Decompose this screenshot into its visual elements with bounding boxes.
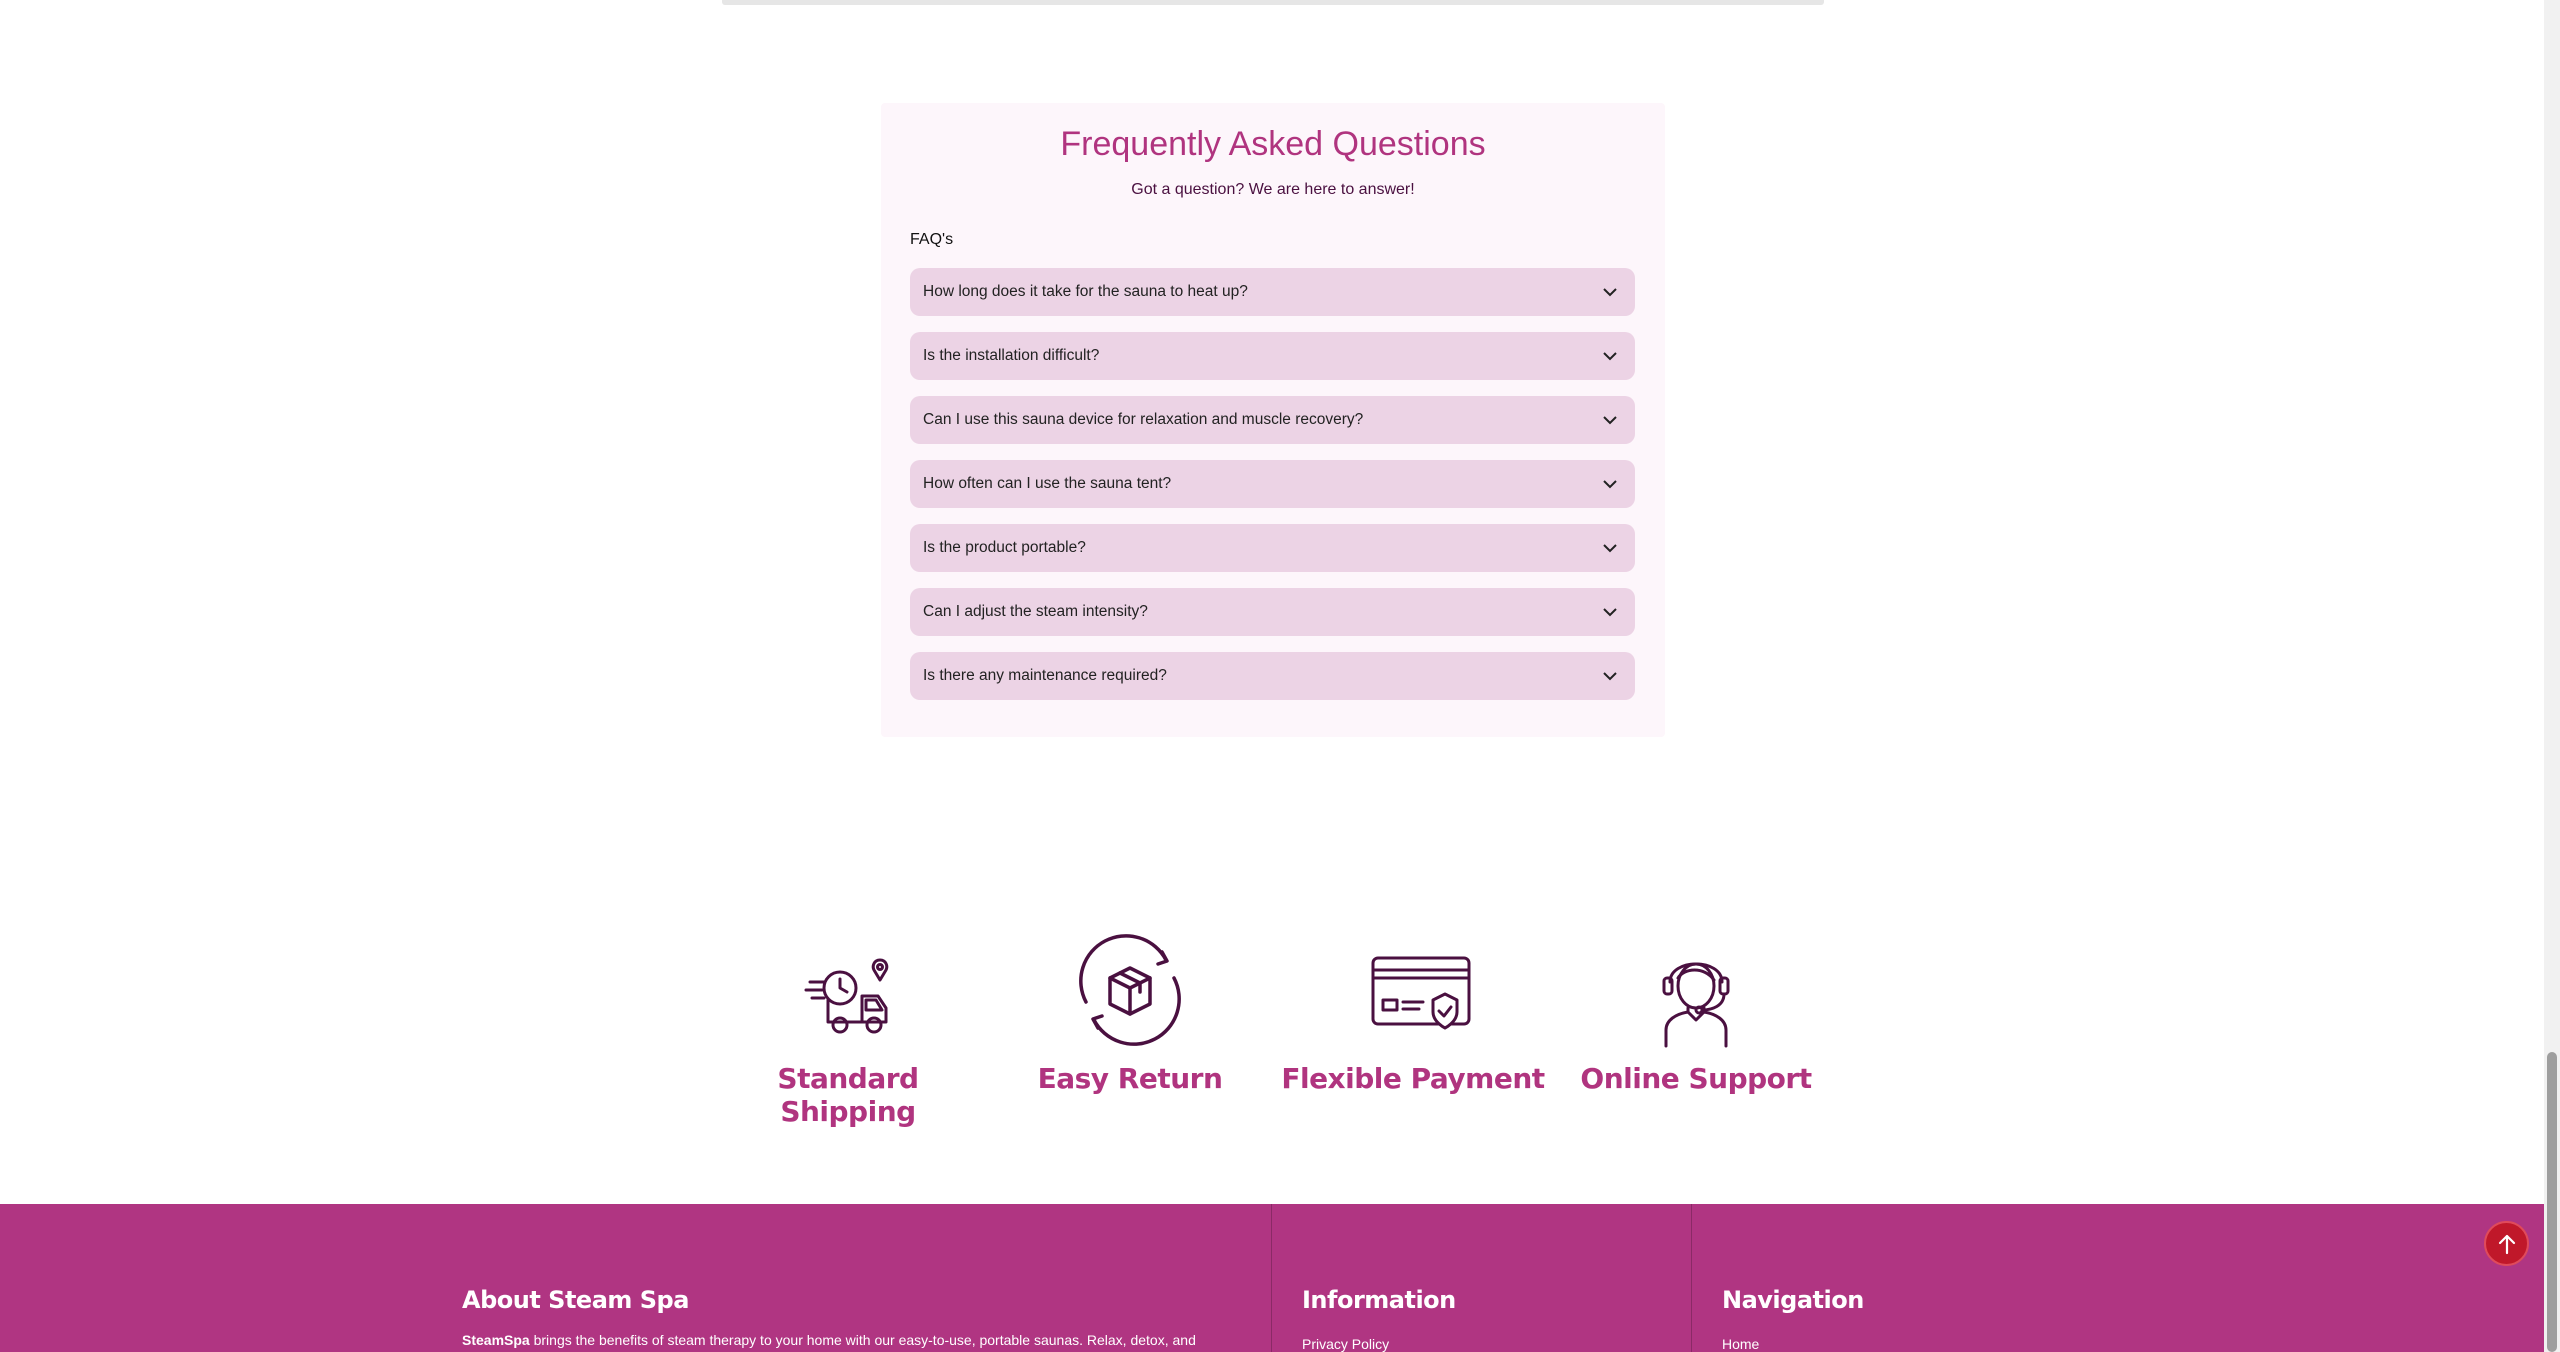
faq-question: Can I adjust the steam intensity? <box>923 603 1148 620</box>
feature-online-support <box>1556 930 1836 1095</box>
faq-question: Is the installation difficult? <box>923 347 1100 364</box>
feature-standard-shipping <box>708 930 988 1128</box>
footer-about-text <box>462 1332 1196 1348</box>
previous-section-edge <box>722 0 1824 5</box>
faq-item[interactable] <box>910 524 1635 572</box>
faq-item[interactable] <box>910 588 1635 636</box>
delivery-truck-icon <box>788 930 908 1050</box>
chevron-down-icon <box>1601 603 1619 621</box>
footer-link-home[interactable]: Home <box>1722 1336 1760 1352</box>
chevron-down-icon <box>1601 475 1619 493</box>
chevron-down-icon <box>1601 411 1619 429</box>
arrow-up-icon <box>2497 1233 2517 1255</box>
footer-information-heading: Information <box>1302 1286 1456 1314</box>
scroll-to-top-button[interactable] <box>2484 1221 2529 1266</box>
site-footer <box>0 1204 2560 1352</box>
feature-label: Flexible Payment <box>1281 1062 1545 1095</box>
scrollbar-thumb[interactable] <box>2547 1052 2557 1352</box>
faq-list <box>910 268 1635 716</box>
footer-link-privacy-policy[interactable]: Privacy Policy <box>1302 1336 1390 1352</box>
footer-about-body: brings the benefits of steam therapy to your home with our easy-to-use, portable saunas. Relax, detox, and <box>529 1332 1196 1348</box>
faq-subtitle: Got a question? We are here to answer! <box>1131 181 1415 198</box>
footer-navigation-heading: Navigation <box>1722 1286 1864 1314</box>
feature-easy-return <box>990 930 1270 1095</box>
chevron-down-icon <box>1601 667 1619 685</box>
feature-label: Standard Shipping <box>777 1062 919 1128</box>
support-headset-icon <box>1636 930 1756 1050</box>
footer-about-heading: About Steam Spa <box>462 1286 689 1314</box>
faq-item[interactable] <box>910 332 1635 380</box>
feature-label: Easy Return <box>1037 1062 1223 1095</box>
faq-item[interactable] <box>910 652 1635 700</box>
faq-question: Can I use this sauna device for relaxation and muscle recovery? <box>923 411 1364 428</box>
faq-question: How long does it take for the sauna to heat up? <box>923 283 1248 300</box>
page-scrollbar[interactable] <box>2544 0 2560 1352</box>
faq-question: How often can I use the sauna tent? <box>923 475 1172 492</box>
faq-title: Frequently Asked Questions <box>1060 125 1486 163</box>
secure-payment-card-icon <box>1353 930 1473 1050</box>
faq-label: FAQ's <box>910 231 954 248</box>
faq-item[interactable] <box>910 396 1635 444</box>
chevron-down-icon <box>1601 347 1619 365</box>
faq-item[interactable] <box>910 268 1635 316</box>
faq-section <box>881 103 1665 737</box>
chevron-down-icon <box>1601 539 1619 557</box>
faq-item[interactable] <box>910 460 1635 508</box>
features-section <box>0 930 2560 1130</box>
footer-divider <box>1271 1204 1272 1352</box>
faq-question: Is the product portable? <box>923 539 1086 556</box>
chevron-down-icon <box>1601 283 1619 301</box>
faq-question: Is there any maintenance required? <box>923 667 1167 684</box>
feature-flexible-payment <box>1273 930 1553 1095</box>
return-box-icon <box>1070 930 1190 1050</box>
feature-label: Online Support <box>1580 1062 1812 1095</box>
footer-divider <box>1691 1204 1692 1352</box>
footer-about-brand: SteamSpa <box>462 1332 530 1348</box>
